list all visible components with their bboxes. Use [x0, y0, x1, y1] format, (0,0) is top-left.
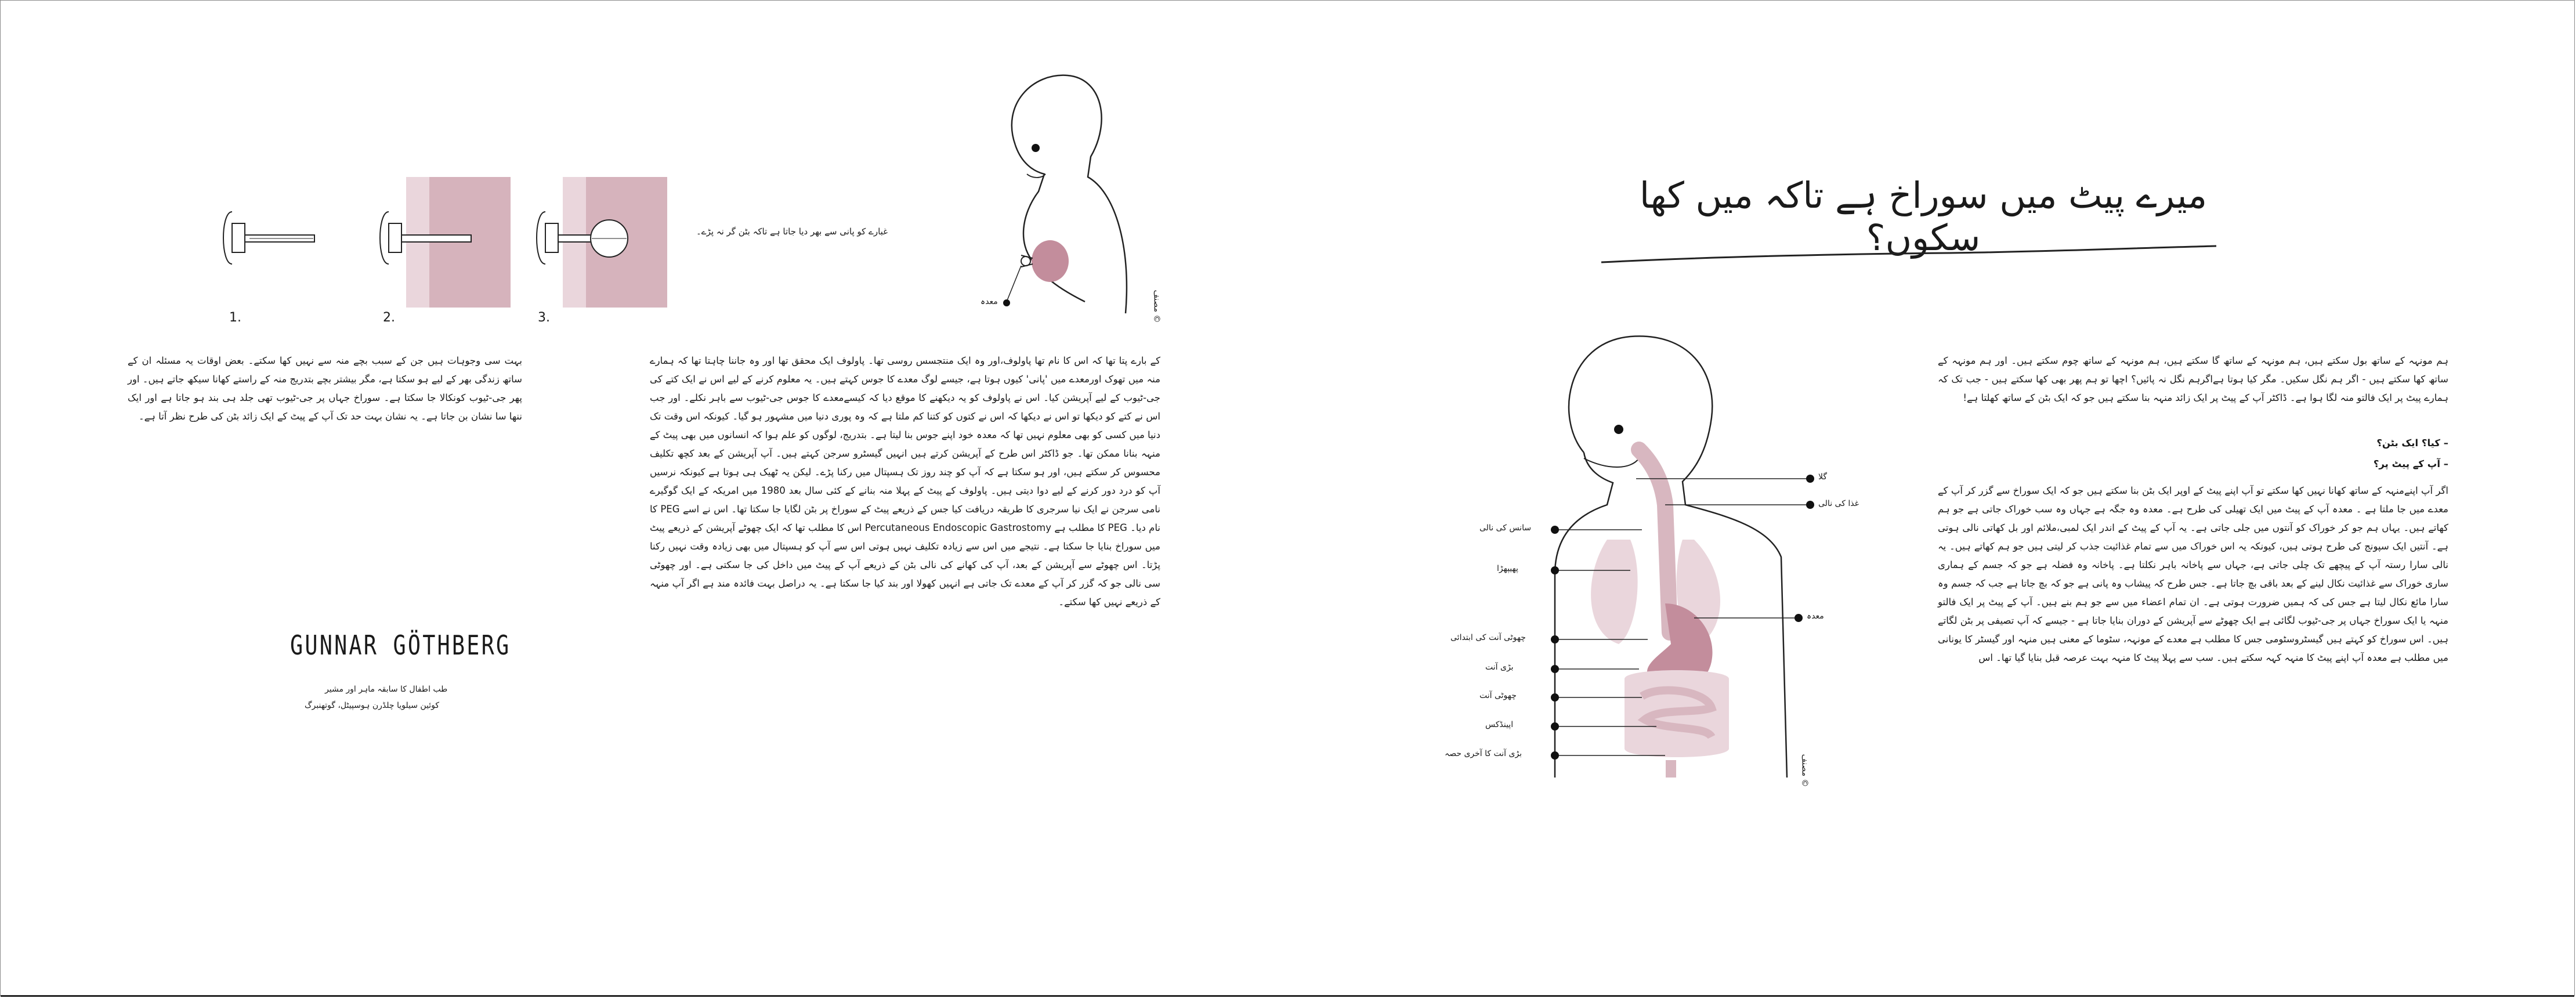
author-affiliation: کوئین سیلویا چلڈرن ہوسپیٹل، گوتھنبرگ	[305, 701, 440, 710]
author-signature: GUNNAR GÖTHBERG	[290, 630, 511, 661]
label-lung: پھیپھڑا	[1497, 564, 1518, 573]
gbutton-step1	[220, 200, 319, 276]
copyright-right: © مصنف	[1800, 754, 1810, 787]
label-small-intestine: چھوٹی آنت	[1479, 691, 1517, 700]
left-column-text: بہت سی وجوہات ہیں جن کے سبب بچے منہ سے نہیں کھا سکتے۔ بعض اوقات یہ مسئلہ ان کے ساتھ زندگی بھر کے لیے ہو سکتا ہے، مگر بیشتر بچے بتدریج منہ کے راستے کھانا سیکھ جاتے ہیں۔ اور پھر جی-ٹیوب کونکالا جا سکتا ہے۔ سوراخ جہاں پر جی-ٹیوب تھی جلد ہی بند ہو جاتا ہے اور ایک ننھا سا نشان بن جاتا ہے۔ یہ نشان بہت حد تک آپ کے پیٹ کے ایک زائد بٹن کی طرح نظر آتا ہے۔	[128, 355, 522, 422]
right-body-text: اگر آپ اپنےمنہہ کے ساتھ کھانا نہیں کھا سکتے تو آپ اپنے پیٹ کے اوپر ایک بٹن بنا سکتے ہیں جو کہ ایک سوراخ سے گزر کر آپ کے معدے میں جا ملتا ہے ۔ معدہ آپ کے پیٹ میں ایک تھیلی کی طرح ہے۔ معدہ وہ جگہ ہے جہاں وہ سب خوراک جاتی ہے جو ہم کھاتے ہیں۔ یہاں ہم جو کر خوراک کو آنتوں میں جلی جاتی ہے۔ یہ آپ کے پیٹ کے اندر ایک لمبی،ملائم اور بل کھاتی نالی ہوتی ہے۔ آنتیں ایک سپونج کی طرح ہوتی ہیں، کیونکہ یہ اس خوراک میں سے تمام غذائیت جذب کر لیتی ہیں جو ہم کھاتے ہیں۔ یہ نالی سارا رستہ آپ کے پیچھے تک چلی جاتی ہے، جہاں سے پاخانہ باہر نکلتا ہے۔ پاخانہ وہ فضلہ ہے جو کہ جسم کے ہماری ساری خوراک سے غذائیت نکال لینے کے بعد باقی بچ جاتا ہے۔ جس طرح کہ پیشاب وہ پانی ہے جو کہ بچ جاتا ہے جب کہ جسم وہ سارا مائع نکال لیتا ہے جس کی کہ ہمیں ضرورت ہوتی ہے۔ ان تمام اعضاء میں سے جو ہم بنے ہیں۔ آپ کے پیٹ پر ایک فالتو منہہ یا ایک سوراخ جہاں پر جی-ٹیوب لگائی ہے ایک چھوٹے سے آپریشن کے دوران بنایا جاتا ہے - جیسے کہ آپ تصیفی پر بٹن لگاتے ہیں۔ اس سوراخ کو کہتے ہیں گیسٹروسٹومی جس کا مطلب ہے معدے کے مونہہ، سٹوما کے معنی ہیں منہہ اور گیسٹر کا یونانی میں مطلب ہے معدہ آپ اپنے پیٹ کا منہہ کہہ سکتے ہیں۔ سب سے پہلا پیٹ کا منہہ بہت عرصہ قبل بنایا گیا تھا۔ اس	[1938, 485, 2448, 663]
author-title: طب اطفال کا سابقہ ماہر اور مشیر	[325, 685, 448, 694]
label-mouth: گلا	[1818, 472, 1828, 482]
label-rectum: بڑی آنت کا آخری حصہ	[1445, 749, 1522, 758]
label-windpipe: سانس کی نالی	[1479, 523, 1532, 533]
gbutton-step3	[534, 177, 667, 308]
intro-paragraph: ہم مونہہ کے ساتھ بول سکتے ہیں، ہم مونہہ کے ساتھ گا سکتے ہیں، ہم مونہہ کے ساتھ چوم سکتے ہیں۔ اور ہم مونہہ کے ساتھ کھا سکتے ہیں - اگر ہم نگل سکیں۔ مگر کیا ہوتا ہےاگرہم نگل نہ پائیں؟ اچھا تو ہم پھر بھی کھا سکتے ہیں - جب تک کہ ہمارے پیٹ پر ایک فالتو منہ لگا ہوا ہے۔ ڈاکٹر آپ کے پیٹ پر ایک زائد منہہ بنا سکتے ہیں جو کہ ایک بٹن کے ساتھ کھلتا ہے!	[1938, 355, 2448, 403]
label-esophagus: غذا کی نالی	[1818, 499, 1859, 508]
copyright-left: © مصنف	[1152, 290, 1162, 323]
step-number-1: 1.	[229, 310, 241, 325]
child-illustration	[998, 70, 1149, 325]
label-small-intestine-top: چھوٹی آنت کی ابتدائی	[1450, 633, 1526, 642]
label-appendix: اپینڈکس	[1485, 720, 1514, 729]
step-number-3: 3.	[538, 310, 550, 325]
title-underline	[1601, 244, 2228, 267]
middle-column-text: کے بارے پتا تھا کہ اس کا نام تھا پاولوف،اور وہ ایک منتجسس روسی تھا۔ پاولوف ایک محقق تھا اور وہ جاننا چاہتا تھا کہ ہمارے منہ میں تھوک اورمعدے میں 'پانی' کیوں ہوتا ہے، جیسے لوگ معدے کا جوس کہتے ہیں۔ یہ معلوم کرنے کے لیے اس نے ایک کتے کی جی-ٹیوب کے لیے آپریشن کیا۔ اس نے پاولوف کو یہ دیکھنے کا موقع دیا کہ کیسےمعدے کا جوس جی-ٹیوب سے باہر نکلے۔ اور جب اس نے کتے کو دیکھا تو اس نے دیکھا کہ اس نے کتوں کو کتنا کم ملتا ہے کہ وہ پوری دنیا میں مشہور ہو گیا۔ کیونکہ اس وقت تک دنیا میں کسی کو بھی معلوم نہیں تھا کہ معدہ خود اپنے جوس بنا لیتا ہے۔ بتدریج، لوگوں کو علم ہوا کہ انسانوں میں بھی پیٹ کے منہہ بنانا ممکن تھا۔ جو ڈاکٹر اس طرح کے آپریشن کرتے ہیں انہیں گیسٹرو سرجن کہتے ہیں۔ آپ آپریشن کے بعد کچھ تکلیف محسوس کر سکتے ہیں، اور ہو سکتا ہے کہ آپ کو چند روز تک ہسپتال میں رکنا پڑے۔ لیکن یہ ٹھیک ہی ہوتا ہے کیونکہ نرسیں آپ کو درد دور کرنے کے لیے دوا دیتی ہیں۔ پاولوف کے پیٹ کے پہلا منہ بنانے کے کئی سال بعد 1980 میں امریکہ کے ایک گوگیرے نامی سرجن نے ایک نیا سرجری کا طریقہ دریافت کیا جس کے ذریعے پیٹ کے سوراخ پر بٹن لگایا جا سکتا تھا۔ اس نے اسے PEG کا نام دیا۔ PEG کا مطلب ہے Percutaneous Endoscopic Gastrostomy اس کا مطلب تھا کہ ایک چھوٹے آپریشن کے ذریعے پیٹ میں سوراخ بنایا جا سکتا ہے۔ نتیجے میں اس سے زیادہ تکلیف نہیں ہوتی اس سے آپ کو ہسپتال میں بھی زیادہ وقت نہیں رکنا پڑتا۔ اس چھوٹے سے آپریشن کے بعد، آپ کی کھانے کی نالی بٹن کے ذریعے آپ کے پیٹ میں داخل کی جا سکتی ہے۔ اور چھوٹی سی نالی جو کہ گزر کر آپ کے معدے تک جاتی ہے انہیں کھولا اور بند کیا جا سکتا ہے۔ یہ دراصل بہت فائدہ مند ہے اگر آپ منہہ کے ذریعے نہیں کھا سکتے۔	[650, 355, 1160, 608]
step-number-2: 2.	[383, 310, 395, 325]
question-button: – کیا؟ ایک بٹن؟	[2376, 437, 2448, 449]
gbutton-step2	[377, 177, 511, 308]
balloon-caption: غبارے کو پانی سے بھر دیا جاتا ہے تاکہ بٹن گر نہ پڑے۔	[696, 226, 888, 237]
label-large-intestine: بڑی آنت	[1485, 663, 1514, 672]
label-stomach: معدہ	[1807, 612, 1824, 621]
page-title: میرے پیٹ میں سوراخ ہے تاکہ میں کھا سکوں؟	[1639, 174, 2208, 259]
anatomy-illustration	[1520, 331, 1845, 778]
child-stomach-label: معدہ	[981, 297, 998, 306]
question-stomach: – آپ کے پیٹ پر؟	[2373, 458, 2448, 469]
